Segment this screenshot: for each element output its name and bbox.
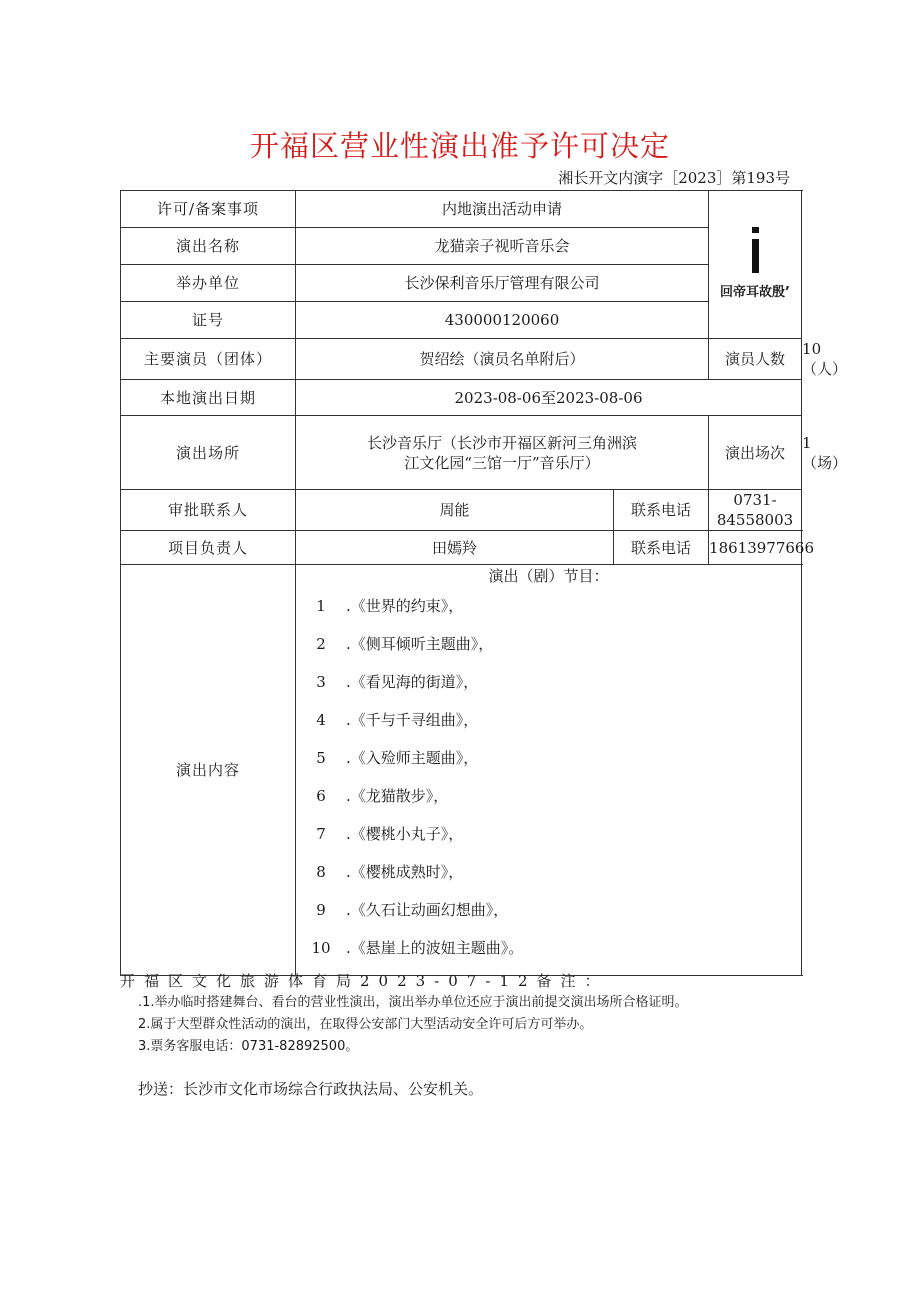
qr-stamp: [709, 227, 801, 303]
manager-phone-value: 18613977666: [709, 531, 802, 565]
program-heading: 演出（剧）节目：: [488, 567, 609, 585]
approver-phone-label: 联系电话: [614, 490, 709, 531]
organizer-value: 长沙保利音乐厅管理有限公司: [296, 265, 709, 302]
venue-line-1: 长沙音乐厅（长沙市开福区新河三角洲滨: [367, 433, 638, 452]
program-number: 3: [316, 673, 326, 691]
organizer-label: 举办单位: [121, 265, 296, 302]
program-number: 8: [316, 863, 326, 881]
show-name-value: 龙猫亲子视听音乐会: [296, 228, 709, 265]
program-title: .《龙猫散步》，: [346, 787, 449, 805]
cc-line: 抄送：长沙市文化市场综合行政执法局、公安机关。: [138, 1080, 484, 1098]
program-item: [296, 785, 801, 823]
program-title: .《入殓师主题曲》，: [346, 749, 479, 767]
performers-value: 贺绍绘（演员名单附后）: [296, 339, 709, 380]
program-item: [296, 823, 801, 861]
program-item: [296, 595, 801, 633]
program-title: .《樱桃小丸子》，: [346, 825, 464, 843]
sessions-label: 演出场次: [709, 416, 802, 490]
program-item: [296, 633, 801, 671]
program-number: 1: [316, 597, 326, 615]
item-value: 内地演出活动申请: [296, 191, 709, 228]
stamp-area: [709, 191, 802, 339]
approver-phone-value: 0731-84558003: [709, 490, 802, 531]
note-3: 3.票务客服电话：0731-82892500。: [138, 1039, 359, 1054]
cert-label: 证号: [121, 302, 296, 339]
manager-phone-label: 联系电话: [614, 531, 709, 565]
performer-count-label: 演员人数: [709, 339, 802, 380]
program-number: 9: [316, 901, 326, 919]
issuer-line: 开福区文化旅游体育局2023-07-12备注：: [120, 972, 609, 990]
date-value: 2023-08-06至2023-08-06: [296, 380, 802, 416]
program-title: .《樱桃成熟时》，: [346, 863, 464, 881]
item-label: 许可/备案事项: [121, 191, 296, 228]
program-title: .《千与千寻组曲》，: [346, 711, 479, 729]
performers-label: 主要演员（团体）: [121, 339, 296, 380]
program-item: [296, 709, 801, 747]
program-item: [296, 671, 801, 709]
program-number: 6: [316, 787, 326, 805]
program-title: .《世界的约束》，: [346, 597, 464, 615]
footer: [120, 970, 688, 1058]
approver-value: 周能: [296, 490, 614, 531]
program-number: 5: [316, 749, 326, 767]
program-list: [296, 565, 802, 976]
program-item: [296, 747, 801, 785]
note-2: 2.属于大型群众性活动的演出，在取得公安部门大型活动安全许可后方可举办。: [138, 1017, 593, 1032]
venue-label: 演出场所: [121, 416, 296, 490]
venue-line-2: 江文化园“三馆一厅”音乐厅）: [404, 453, 600, 472]
stamp-text: 回帝耳故殷’: [720, 284, 790, 300]
document-number: 湘长开文内演字［2023］第193号: [558, 169, 790, 187]
venue-value: [296, 416, 709, 490]
program-number: 2: [316, 635, 326, 653]
document-title: 开福区营业性演出准予许可决定: [249, 129, 670, 163]
program-title: .《侧耳倾听主题曲》，: [346, 635, 494, 653]
stamp-mark-icon: [752, 227, 759, 233]
permit-form-table: 许可/备案事项 内地演出活动申请 回帝耳故殷’ 演出名称 龙猫亲子视听音乐会 举办单位 长沙保利音乐厅管理有限公司 证号 430000120060 主要演员（团体） 贺绍绘（演员名单附后） 演员人数 10（人） 本地演出日期 2023-08-06至2023-08-06 演出场所 长沙音乐厅（长沙市开福区新河三角洲滨 江文化园“三馆一厅”音乐厅） 演出场次 1（场） 审批联系人 周能 联系电话 0731-84558003 项目负责人 田嫣羚 联系电话 18613977666 演出内容 演出（剧）节目： 1 .《世界的约束》， 2 .《侧耳倾听主题曲》， 3 .《看见海的街道》， 4 .《千与千寻组曲》， 5 .《入殓师主题曲》， 6 .《龙猫散步》， 7 .《樱桃小丸子》， 8 .《樱桃成熟时》， 9 .《久石让动画幻想曲》， 10 .《悬崖上的波妞主题曲》。: [120, 190, 802, 976]
show-name-label: 演出名称: [121, 228, 296, 265]
manager-label: 项目负责人: [121, 531, 296, 565]
program-title: .《久石让动画幻想曲》，: [346, 901, 509, 919]
cert-value: 430000120060: [296, 302, 709, 339]
program-title: .《看见海的街道》，: [346, 673, 479, 691]
content-label: 演出内容: [121, 565, 296, 976]
manager-value: 田嫣羚: [296, 531, 614, 565]
program-item: [296, 861, 801, 899]
note-1: .1.举办临时搭建舞台、看台的营业性演出，演出举办单位还应于演出前提交演出场所合格证明。: [138, 995, 688, 1010]
program-title: .《悬崖上的波妞主题曲》。: [346, 939, 524, 957]
program-item: [296, 899, 801, 937]
program-number: 4: [316, 711, 326, 729]
program-number: 10: [311, 939, 331, 957]
stamp-bar-icon: [752, 239, 759, 273]
approver-label: 审批联系人: [121, 490, 296, 531]
date-label: 本地演出日期: [121, 380, 296, 416]
program-number: 7: [316, 825, 326, 843]
